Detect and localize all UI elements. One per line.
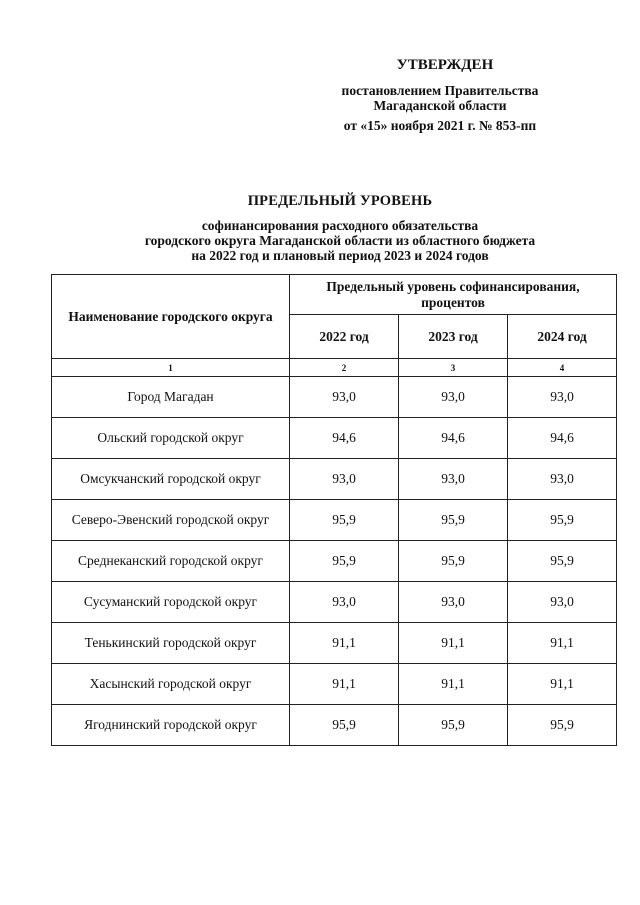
column-number: 4	[508, 359, 617, 377]
column-number: 1	[52, 359, 290, 377]
level-value: 93,0	[290, 377, 399, 418]
level-value: 95,9	[508, 705, 617, 746]
district-name: Ягоднинский городской округ	[52, 705, 290, 746]
table-row	[52, 418, 617, 459]
level-value: 94,6	[508, 418, 617, 459]
level-value: 94,6	[290, 418, 399, 459]
column-number: 2	[290, 359, 399, 377]
table-row	[52, 664, 617, 705]
district-name: Город Магадан	[52, 377, 290, 418]
level-value: 93,0	[508, 377, 617, 418]
level-value: 93,0	[399, 459, 508, 500]
level-value: 95,9	[508, 541, 617, 582]
year-header: 2022 год	[290, 315, 399, 359]
district-name: Ольский городской округ	[52, 418, 290, 459]
column-number: 3	[399, 359, 508, 377]
level-value: 91,1	[508, 664, 617, 705]
heading-line-2: городского округа Магаданской области из областного бюджета	[144, 233, 536, 248]
table-row	[52, 377, 617, 418]
table-row	[52, 500, 617, 541]
district-name: Омсукчанский городской округ	[52, 459, 290, 500]
level-column-header: Предельный уровень софинансирования, процентов	[290, 275, 617, 315]
column-number-row	[52, 359, 617, 377]
level-value: 93,0	[399, 377, 508, 418]
year-header: 2024 год	[508, 315, 617, 359]
table-body	[52, 359, 617, 746]
level-value: 93,0	[399, 582, 508, 623]
name-column-header: Наименование городского округа	[52, 275, 290, 359]
district-name: Хасынский городской округ	[52, 664, 290, 705]
approval-line-3: от «15» ноября 2021 г. № 853-пп	[343, 118, 537, 133]
table-row	[52, 705, 617, 746]
heading-line-1: софинансирования расходного обязательства	[201, 218, 479, 233]
level-value: 91,1	[399, 664, 508, 705]
level-value: 93,0	[508, 459, 617, 500]
district-name: Тенькинский городской округ	[52, 623, 290, 664]
level-value: 95,9	[399, 705, 508, 746]
level-value: 95,9	[508, 500, 617, 541]
level-value: 93,0	[290, 459, 399, 500]
approval-stamp	[300, 58, 580, 133]
level-value: 91,1	[508, 623, 617, 664]
level-value: 91,1	[290, 664, 399, 705]
level-value: 95,9	[290, 541, 399, 582]
table-row	[52, 623, 617, 664]
district-name: Сусуманский городской округ	[52, 582, 290, 623]
table-row	[52, 582, 617, 623]
cofinancing-table	[51, 274, 617, 746]
level-value: 95,9	[399, 500, 508, 541]
district-name: Среднеканский городской округ	[52, 541, 290, 582]
level-value: 93,0	[508, 582, 617, 623]
approval-line-1: постановлением Правительства	[341, 83, 539, 98]
level-value: 95,9	[290, 705, 399, 746]
approval-line-2: Магаданской области	[373, 98, 507, 113]
approved-label: УТВЕРЖДЕН	[396, 57, 494, 73]
level-value: 94,6	[399, 418, 508, 459]
document-heading	[40, 194, 640, 263]
document-title: ПРЕДЕЛЬНЫЙ УРОВЕНЬ	[247, 193, 433, 209]
level-value: 91,1	[290, 623, 399, 664]
heading-line-3: на 2022 год и плановый период 2023 и 2024 годов	[191, 248, 489, 263]
table-row	[52, 459, 617, 500]
level-value: 93,0	[290, 582, 399, 623]
level-value: 95,9	[399, 541, 508, 582]
year-header: 2023 год	[399, 315, 508, 359]
level-value: 95,9	[290, 500, 399, 541]
table-row	[52, 541, 617, 582]
district-name: Северо-Эвенский городской округ	[52, 500, 290, 541]
level-value: 91,1	[399, 623, 508, 664]
